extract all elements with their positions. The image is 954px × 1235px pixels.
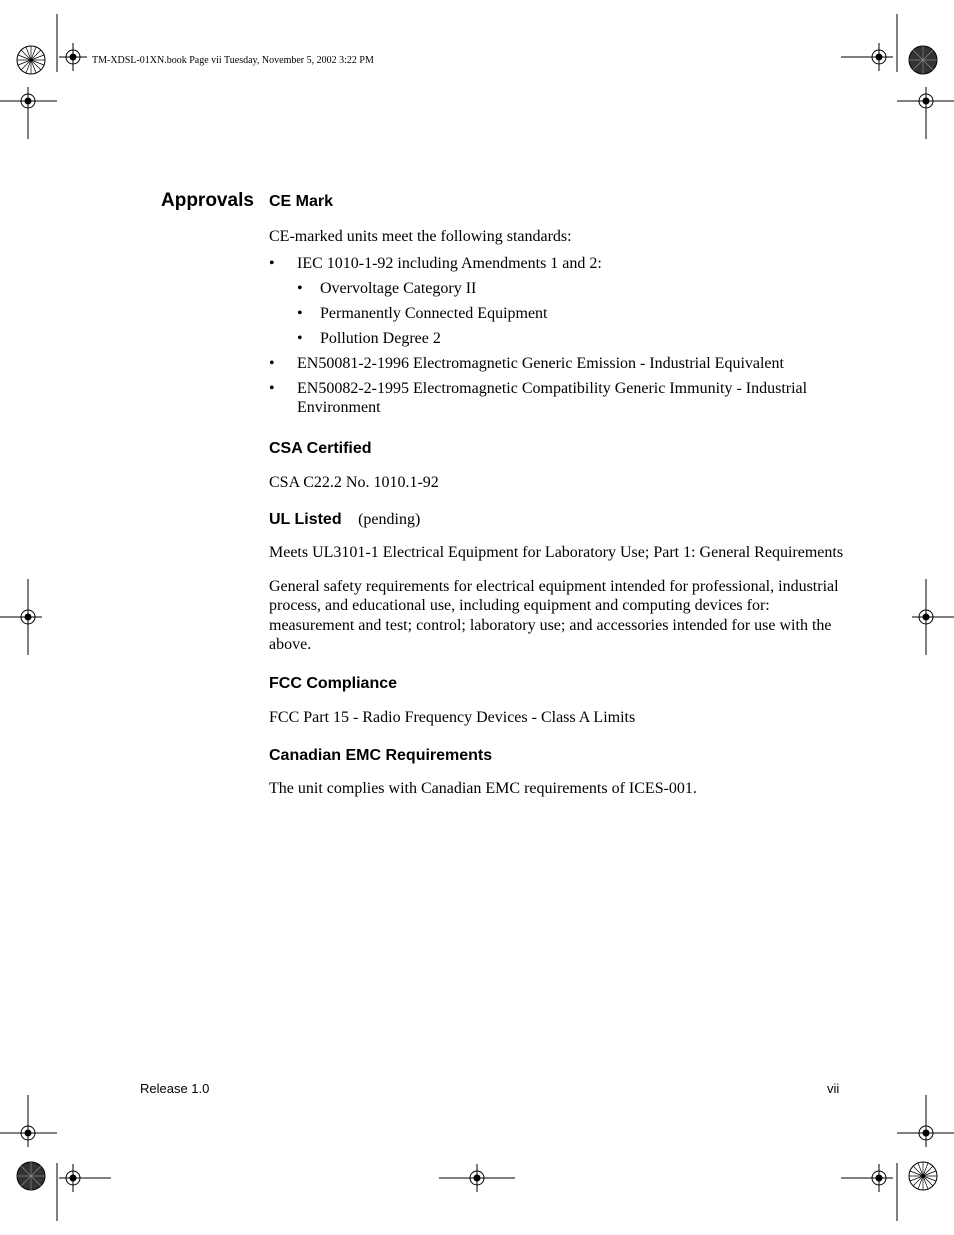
section-heading-approvals: Approvals xyxy=(161,190,254,211)
footer-page-number: vii xyxy=(827,1081,840,1096)
iec-sub-list xyxy=(297,279,849,349)
ul-text-2: General safety requirements for electrical equipment intended for professional, industrial process, and educational use, including equipment and computing devices for: measurement and test; control; laboratory use; and accessories intended for use with the above. xyxy=(269,577,839,653)
approvals-content xyxy=(269,193,849,799)
bullet-icon: • xyxy=(297,304,303,322)
book-header-info: TM-XDSL-01XN.book Page vii Tuesday, November 5, 2002 3:22 PM xyxy=(92,55,374,66)
list-item: • Permanently Connected Equipment xyxy=(297,304,548,322)
footer-release: Release 1.0 xyxy=(140,1081,210,1096)
bullet-icon: • xyxy=(269,254,275,272)
ce-mark-intro: CE-marked units meet the following standards: xyxy=(269,228,572,245)
list-item: • IEC 1010-1-92 including Amendments 1 and 2: • Overvoltage Category II • Permanently Connected Equipment • Pollution Degree 2 xyxy=(269,254,849,349)
fcc-heading: FCC Compliance xyxy=(269,674,398,692)
bullet-icon: • xyxy=(297,279,303,297)
list-item: • Pollution Degree 2 xyxy=(297,329,441,347)
bullet-icon: • xyxy=(269,379,275,397)
ul-title: UL Listed xyxy=(269,511,342,528)
csa-text: CSA C22.2 No. 1010.1-92 xyxy=(269,473,439,491)
ul-heading xyxy=(269,511,849,529)
ce-standards-list xyxy=(269,254,849,418)
list-item: • Overvoltage Category II xyxy=(297,279,477,297)
list-item: • EN50082-2-1995 Electromagnetic Compatibility Generic Immunity - Industrial Environment xyxy=(269,379,808,416)
bullet-icon: • xyxy=(297,329,303,347)
fcc-text: FCC Part 15 - Radio Frequency Devices - Class A Limits xyxy=(269,708,636,726)
canadian-emc-text: The unit complies with Canadian EMC requirements of ICES-001. xyxy=(269,780,697,797)
csa-heading: CSA Certified xyxy=(269,439,372,457)
bullet-icon: • xyxy=(269,354,275,372)
ce-mark-heading: CE Mark xyxy=(269,193,334,210)
list-item: • EN50081-2-1996 Electromagnetic Generic Emission - Industrial Equivalent xyxy=(269,354,784,372)
canadian-emc-heading: Canadian EMC Requirements xyxy=(269,747,493,764)
ul-text-1: Meets UL3101-1 Electrical Equipment for Laboratory Use; Part 1: General Requirements xyxy=(269,544,844,561)
ul-pending-note: (pending) xyxy=(358,511,421,528)
